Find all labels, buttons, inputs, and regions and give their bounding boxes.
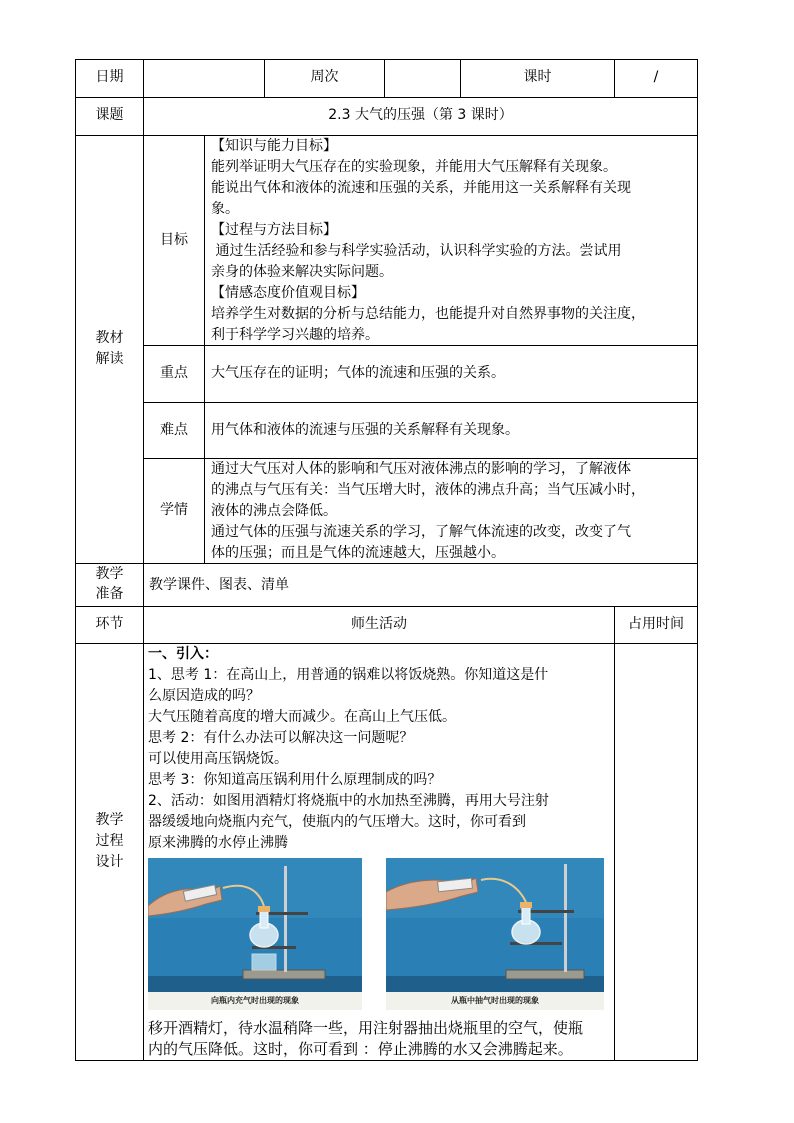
- preparation-label-line: 教学: [95, 566, 124, 582]
- learner-text: [211, 459, 695, 564]
- objectives-line: 【情感态度价值观目标】: [211, 285, 365, 301]
- column-divider: [384, 59, 385, 97]
- design-line: 思考 2：有什么办法可以解决这一问题呢？: [148, 730, 414, 746]
- key-points-value: 大气压存在的证明；气体的流速和压强的关系。: [211, 365, 505, 381]
- table-border-bottom: [75, 1060, 698, 1061]
- table-border-right: [697, 59, 698, 1061]
- learner-line: 通过大气压对人体的影响和气压对液体沸点的影响的学习，了解液体: [211, 461, 631, 477]
- analysis-label-line: 解读: [95, 351, 124, 367]
- design-line: 1、思考 1：在高山上，用普通的锅难以将饭烧熟。你知道这是什: [148, 667, 549, 683]
- period-value: /: [653, 69, 659, 85]
- design-line: 大气压随着高度的增大而减少。在高山上气压低。: [148, 709, 456, 725]
- experiment-illustration: [148, 858, 362, 1010]
- objectives-line: 利于科学学习兴趣的培养。: [211, 327, 379, 343]
- table-border-left: [75, 59, 76, 1061]
- preparation-value: 教学课件、图表、清单: [149, 577, 289, 593]
- period-label: 课时: [523, 69, 552, 85]
- learner-line: 的沸点与气压有关：当气压增大时，液体的沸点升高；当气压减小时，: [211, 482, 645, 498]
- objectives-line: 培养学生对数据的分析与总结能力，也能提升对自然界事物的关注度，: [211, 306, 645, 322]
- design-after-text: [148, 1018, 612, 1060]
- row-divider: [143, 402, 698, 403]
- objectives-line: 【知识与能力目标】: [211, 138, 337, 154]
- key-points-label: 重点: [160, 365, 188, 381]
- objectives-line: 【过程与方法目标】: [211, 222, 337, 238]
- preparation-label: [76, 564, 143, 604]
- design-line: 内的气压降低。这时，你可看到 ：停止沸腾的水又会沸腾起来。: [148, 1040, 573, 1058]
- design-line: 移开酒精灯，待水温稍降一些，用注射器抽出烧瓶里的空气，使瓶: [148, 1019, 584, 1037]
- design-line: 可以使用高压锅烧饭。: [148, 751, 288, 767]
- learner-line: 体的压强；而且是气体的流速越大，压强越小。: [211, 545, 505, 561]
- topic-value: 2.3 大气的压强（第 3 课时）: [328, 107, 513, 123]
- objectives-line: 亲身的体验来解决实际问题。: [211, 264, 393, 280]
- difficulties-label: 难点: [160, 422, 188, 438]
- row-divider: [75, 606, 698, 607]
- learner-line: 通过气体的压强与流速关系的学习，了解气体流速的改变，改变了气: [211, 524, 631, 540]
- photo-caption: 向瓶内充气时出现的现象: [211, 996, 299, 1005]
- objectives-line: 能说出气体和液体的流速和压强的关系，并能用这一关系解释有关现: [211, 180, 631, 196]
- date-label: 日期: [95, 69, 124, 85]
- column-divider: [204, 135, 205, 563]
- design-line: 2、活动：如图用酒精灯将烧瓶中的水加热至沸腾，再用大号注射: [148, 793, 549, 809]
- column-divider: [614, 606, 615, 1061]
- analysis-label-line: 教材: [95, 330, 124, 346]
- experiment-illustration: [386, 858, 604, 1010]
- analysis-label: [76, 328, 143, 370]
- intro-heading: 一、引入：: [148, 646, 218, 662]
- objectives-line: 能列举证明大气压存在的实验现象，并能用大气压解释有关现象。: [211, 159, 617, 175]
- design-line: 么原因造成的吗？: [148, 688, 260, 704]
- activity-column-header: 师生活动: [351, 616, 407, 632]
- difficulties-value: 用气体和液体的流速与压强的关系解释有关现象。: [211, 422, 519, 438]
- photo-caption: 从瓶中抽气时出现的现象: [451, 996, 539, 1005]
- objectives-line: 象。: [211, 201, 239, 217]
- design-line: 思考 3：你知道高压锅利用什么原理制成的吗？: [148, 772, 442, 788]
- stage-column-header: 环节: [95, 616, 124, 632]
- design-label-line: 设计: [95, 854, 124, 870]
- learner-line: 液体的沸点会降低。: [211, 503, 337, 519]
- objectives-line: 通过生活经验和参与科学实验活动，认识科学实验的方法。尝试用: [211, 243, 622, 259]
- design-line: 原来沸腾的水停止沸腾: [148, 835, 288, 851]
- design-text: [148, 644, 612, 854]
- table-border-top: [75, 59, 698, 60]
- time-column-header: 占用时间: [628, 616, 684, 632]
- objectives-text: [211, 136, 695, 346]
- row-divider: [75, 97, 698, 98]
- topic-label: 课题: [95, 107, 124, 123]
- preparation-label-line: 准备: [95, 586, 124, 602]
- learner-label: 学情: [160, 502, 188, 518]
- column-divider: [143, 59, 144, 1061]
- experiment-photo-deflate: [386, 858, 604, 1010]
- design-label-line: 教学: [95, 812, 124, 828]
- design-label-line: 过程: [95, 833, 124, 849]
- week-label: 周次: [310, 69, 339, 85]
- experiment-photo-inflate: [148, 858, 362, 1010]
- objectives-label: 目标: [160, 232, 188, 248]
- design-line: 器缓缓地向烧瓶内充气，使瓶内的气压增大。这时，你可看到: [148, 814, 526, 830]
- design-label: [76, 810, 143, 873]
